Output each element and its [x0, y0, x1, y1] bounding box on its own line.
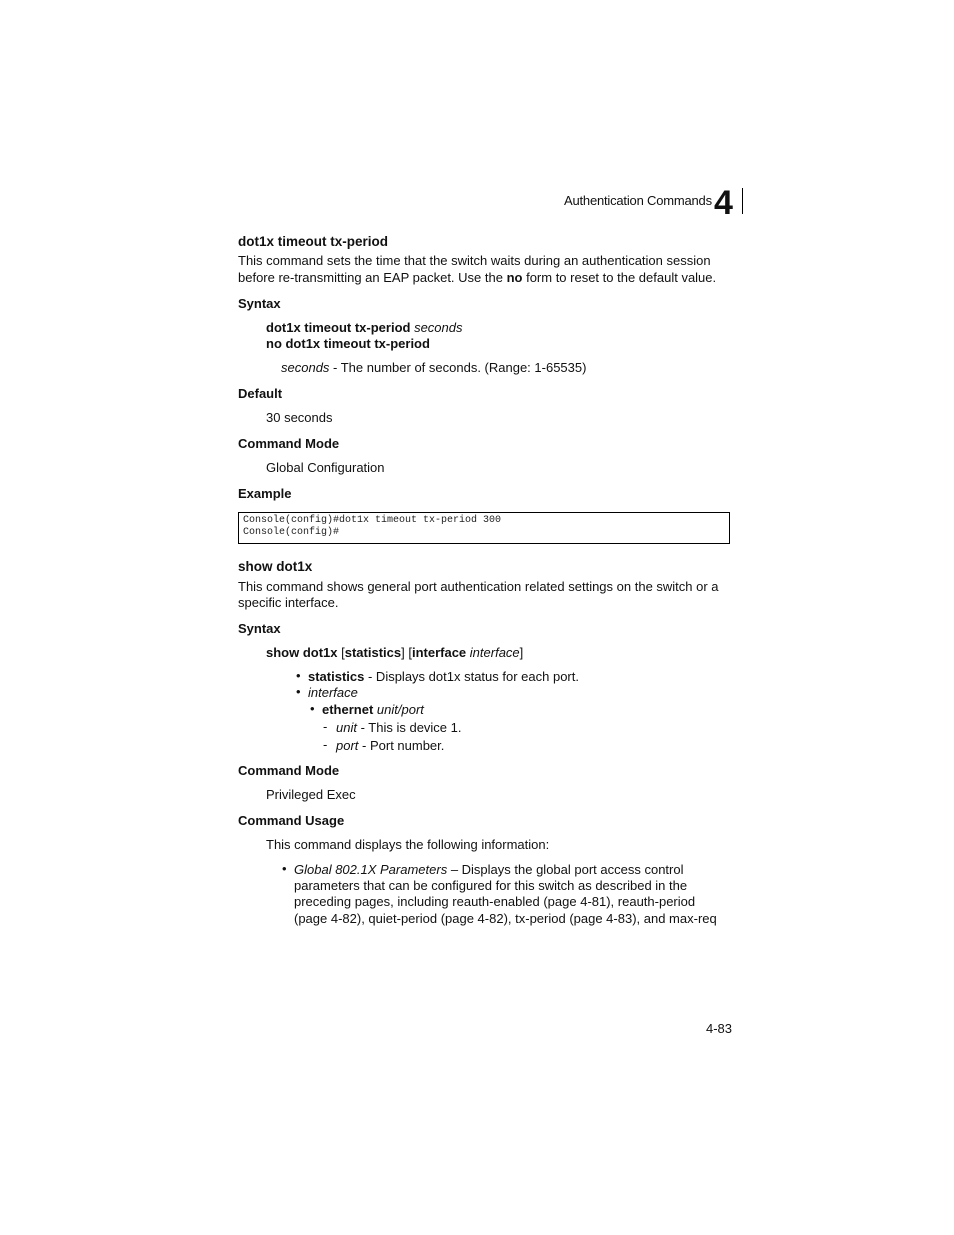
usage-item-line: (page 4-82), quiet-period (page 4-82), tx-period (page 4-83), and max-req	[294, 911, 717, 926]
syntax-command: dot1x timeout tx-period seconds	[266, 320, 463, 335]
sub-bullet-ethernet: ethernet unit/port	[322, 702, 424, 717]
syntax-heading: Syntax	[238, 296, 281, 311]
section-title-show-dot1x: show dot1x	[238, 559, 313, 574]
command-usage-heading: Command Usage	[238, 813, 345, 828]
chapter-divider	[742, 188, 743, 214]
command-mode-value: Privileged Exec	[266, 787, 356, 802]
syntax-heading: Syntax	[238, 621, 281, 636]
page-number: 4-83	[706, 1021, 733, 1036]
bullet-statistics: statistics - Displays dot1x status for each port.	[308, 669, 579, 684]
code-line: Console(config)#	[243, 527, 340, 538]
command-mode-heading: Command Mode	[238, 763, 340, 778]
bullet-marker: •	[282, 861, 287, 876]
dash-item-unit: unit - This is device 1.	[336, 720, 462, 735]
bullet-marker: •	[310, 701, 315, 716]
section-description-line: specific interface.	[238, 595, 339, 610]
default-heading: Default	[238, 386, 283, 401]
section-description-line: This command sets the time that the switch waits during an authentication session	[238, 253, 711, 268]
dash-marker: -	[323, 719, 328, 734]
parameter-description: seconds - The number of seconds. (Range: 1-65535)	[281, 360, 587, 375]
syntax-command: show dot1x [statistics] [interface interface]	[266, 645, 524, 660]
code-line: Console(config)#dot1x timeout tx-period 300	[243, 515, 502, 526]
bullet-interface: interface	[308, 685, 358, 700]
section-title-tx-period: dot1x timeout tx-period	[238, 234, 389, 249]
example-heading: Example	[238, 486, 292, 501]
section-description-line: before re-transmitting an EAP packet. Use the no form to reset to the default value.	[238, 270, 717, 285]
command-usage-intro: This command displays the following information:	[266, 837, 550, 852]
usage-item-line: Global 802.1X Parameters – Displays the global port access control	[294, 862, 684, 877]
running-header: Authentication Commands	[564, 193, 712, 208]
default-value: 30 seconds	[266, 410, 333, 425]
chapter-number: 4	[714, 184, 733, 222]
bullet-marker: •	[296, 668, 301, 683]
syntax-command-no: no dot1x timeout tx-period	[266, 336, 430, 351]
usage-item-line: preceding pages, including reauth-enabled (page 4-81), reauth-period	[294, 894, 696, 909]
dash-item-port: port - Port number.	[336, 738, 445, 753]
command-mode-value: Global Configuration	[266, 460, 385, 475]
dash-marker: -	[323, 737, 328, 752]
command-mode-heading: Command Mode	[238, 436, 340, 451]
section-description-line: This command shows general port authentication related settings on the switch or a	[238, 579, 719, 594]
bullet-marker: •	[296, 684, 301, 699]
example-code-box	[238, 512, 730, 544]
usage-item-line: parameters that can be configured for this switch as described in the	[294, 878, 688, 893]
